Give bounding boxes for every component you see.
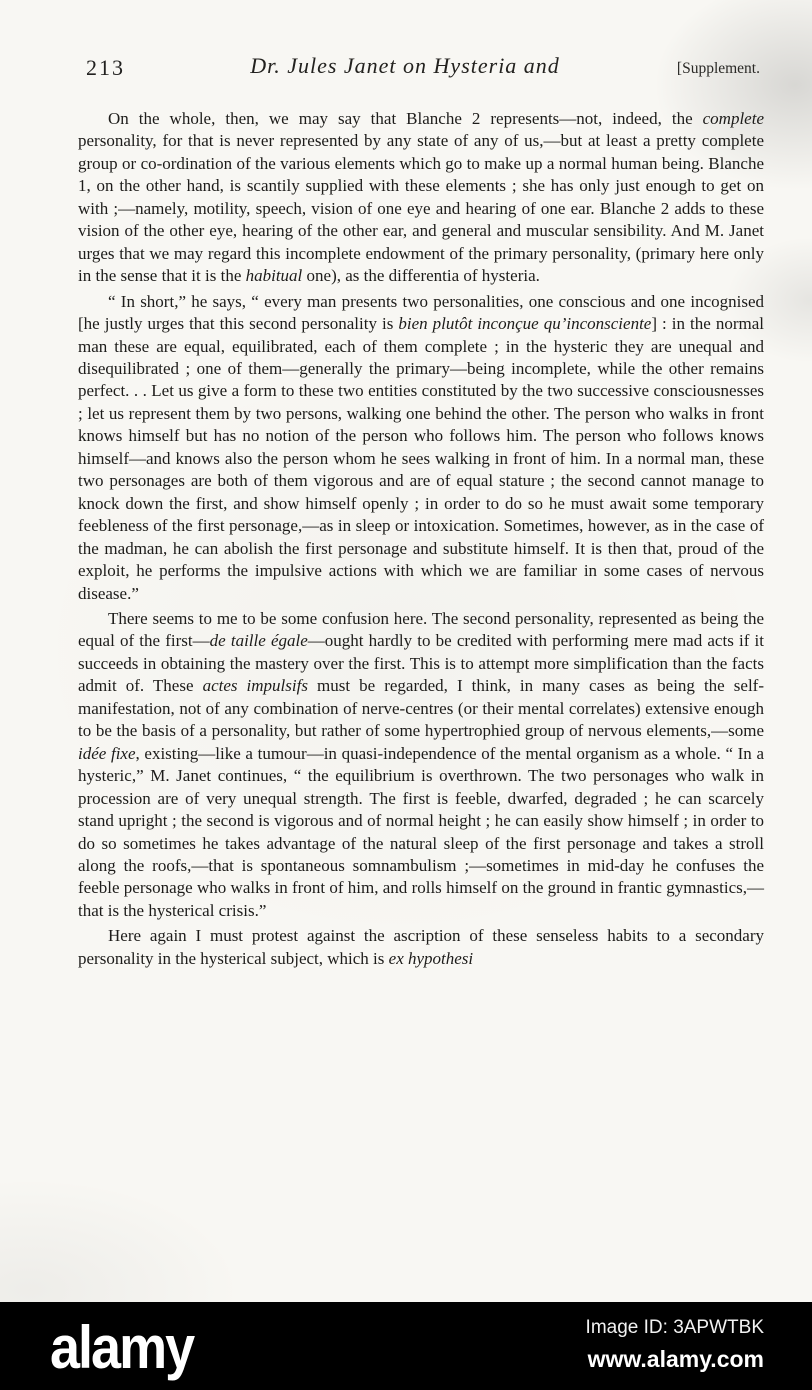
text-run: —ought hardly to be credited with performing mere mad acts if it succeeds in obtaining the mastery over the first. This is to attempt more simplification than the facts admit of. These <box>78 631 764 696</box>
italic-text-run: ex hypothesi <box>388 948 474 968</box>
running-header <box>78 53 762 87</box>
paragraph <box>78 608 764 922</box>
alamy-watermark-bar <box>0 1302 812 1390</box>
text-run: There seems to me to be some confusion here. The second personality, represented as being the equal of the first— <box>78 608 764 651</box>
page-body <box>78 108 764 973</box>
alamy-logo: alamy <box>50 1314 194 1382</box>
italic-text-run: bien plutôt inconçue qu’inconsciente <box>398 314 652 334</box>
italic-text-run: de taille égale <box>209 631 308 651</box>
italic-text-run: habitual <box>245 266 303 286</box>
text-run: must be regarded, I think, in many cases as being the self-manifestation, not of any combination of nerve-centres (or their mental correlates) extensive enough to be the basis of a personality, but rather of some hypertrophied group of nervous elements,—some <box>78 676 764 741</box>
paragraph <box>78 108 764 288</box>
page-number: 213 <box>86 55 125 80</box>
text-run: ] : in the normal man these are equal, equilibrated, each of them complete ; in the hysteric they are unequal and disequilibrated ; one of them—generally the primary—being incomplete, while the other remains perfect. . . Let us give a form to these two entities constituted by the two successive consciousnesses ; let us represent them by two persons, walking one behind the other. The person who walks in front knows himself but has no notion of the person who follows him. The person who follows knows himself—and knows also the person whom he sees walking in front of him. In a normal man, these two personages are both of them vigorous and are of equal stature ; the second cannot manage to knock down the first, and show himself openly ; in order to do so he must await some temporary feebleness of the first personage,—as in sleep or intoxication. Sometimes, however, as in the case of the madman, he can abolish the first personage and substitute himself. It is then that, proud of the exploit, he performs the impulsive actions with which we are familiar in some cases of nervous disease.” <box>78 314 764 603</box>
paragraph <box>78 925 764 970</box>
alamy-url: www.alamy.com <box>587 1346 764 1372</box>
watermark-info <box>586 1317 764 1373</box>
text-run: “ In short,” he says, “ every man presents two personalities, one conscious and one incognised [he justly urges that this second personality is <box>78 291 764 334</box>
supplement-note: [Supplement. <box>676 60 760 77</box>
image-id-label: Image ID: 3APWTBK <box>585 1317 764 1338</box>
paragraph <box>78 291 764 605</box>
italic-text-run: idée fixe <box>78 743 136 763</box>
page-title: Dr. Jules Janet on Hysteria and <box>250 53 560 78</box>
text-run: On the whole, then, we may say that Blanche 2 represents—not, indeed, the <box>108 109 703 128</box>
text-run: , existing—like a tumour—in quasi-independence of the mental organism as a whole. “ In a hysteric,” M. Janet continues, “ the equilibrium is overthrown. The two personages who walk in procession are of very unequal strength. The first is feeble, dwarfed, degraded ; he can scarcely stand upright ; the second is vigorous and of normal height ; he can easily show himself ; in order to do so sometimes he takes advantage of the natural sleep of the first personage and takes a stroll along the roofs,—that is spontaneous somnambulism ;—sometimes in mid-day he confuses the feeble personage who walks in front of him, and rolls himself on the ground in frantic gymnastics,—that is the hysterical crisis.” <box>78 743 764 920</box>
text-run: one), as the differentia of hysteria. <box>302 266 540 286</box>
text-run: Here again I must protest against the ascription of these senseless habits to a secondary personality in the hysterical subject, which is <box>78 926 764 968</box>
text-run: personality, for that is never represented by any state of any of us,—but at least a pretty complete group or co-ordination of the various elements which go to make up a normal human being. Blanche 1, on the other hand, is scantily supplied with these elements ; she has only just enough to get on with ;—namely, motility, speech, vision of one eye and hearing of one ear. Blanche 2 adds to these vision of the other eye, hearing of the other ear, and general and muscular sensibility. And M. Janet urges that we may regard this incomplete endowment of the primary personality, (primary here only in the sense that it is the <box>78 131 764 286</box>
italic-text-run: complete <box>702 109 764 128</box>
italic-text-run: actes impulsifs <box>202 676 308 696</box>
